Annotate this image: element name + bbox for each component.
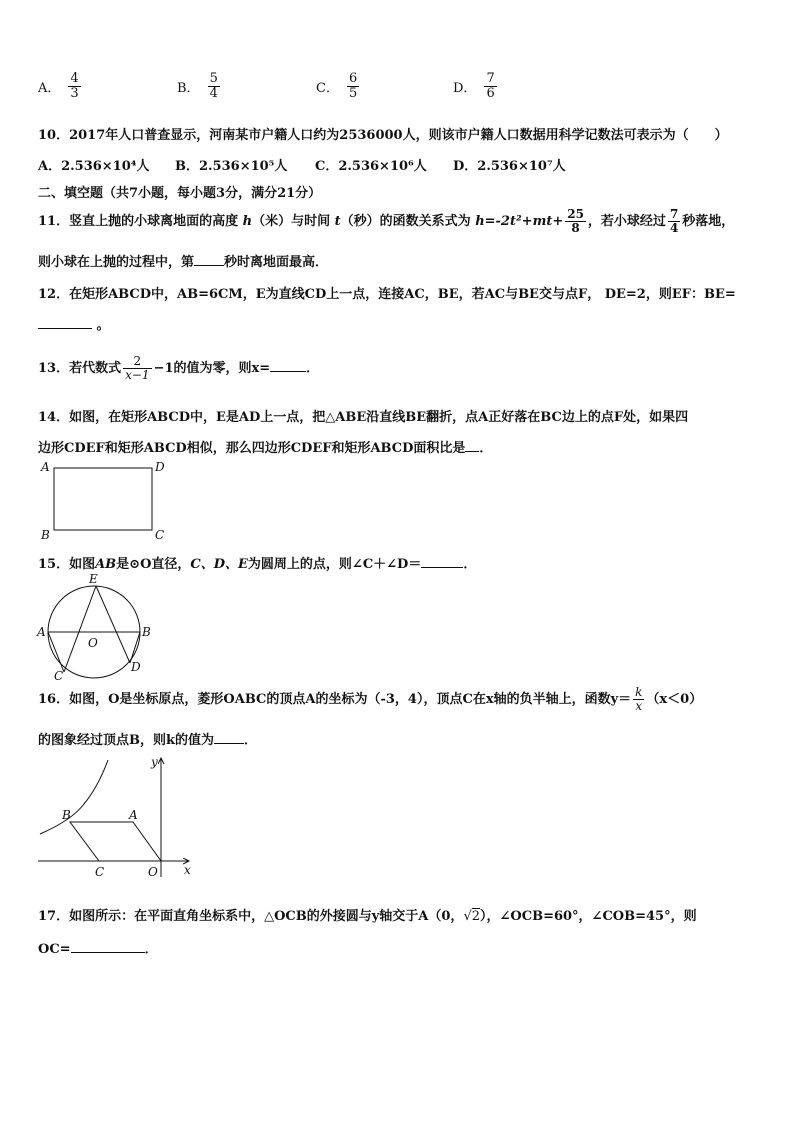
q15-text: ． bbox=[463, 557, 477, 572]
q12-text: 。 bbox=[96, 318, 110, 333]
section-heading: 二、填空题（共7小题，每小题3分，满分21分） bbox=[38, 186, 322, 201]
label-a: A bbox=[37, 625, 46, 639]
q17-text: 17．如图所示：在平面直角坐标系中，△OCB的外接圆与y轴交于A（0， bbox=[38, 909, 464, 924]
q9-option-d bbox=[453, 72, 499, 118]
sqrt-value: 2 bbox=[471, 909, 481, 924]
q11-line1 bbox=[38, 202, 734, 242]
q11-fraction-7-4 bbox=[668, 208, 680, 234]
label-c: C bbox=[95, 865, 105, 879]
q11-var-t: t bbox=[334, 214, 341, 229]
answer-blank[interactable] bbox=[270, 359, 306, 372]
q15-line bbox=[38, 553, 476, 572]
label-x: x bbox=[184, 863, 191, 877]
q14-rectangle-figure bbox=[38, 458, 173, 544]
q14-text: ． bbox=[479, 441, 493, 456]
numerator: 7 bbox=[669, 207, 679, 222]
q12-line2 bbox=[38, 314, 110, 333]
q15-ab: AB bbox=[95, 557, 117, 572]
numerator: 5 bbox=[209, 71, 218, 86]
q15-circle-figure bbox=[36, 572, 156, 682]
q11-text: 秒时离地面最高． bbox=[224, 255, 329, 270]
q17-text: ），∠OCB=60°，∠COB=45°，则 bbox=[480, 909, 697, 924]
answer-blank[interactable] bbox=[194, 253, 224, 266]
q11-line2 bbox=[38, 251, 328, 270]
denominator: x−1 bbox=[125, 368, 150, 382]
q13-line bbox=[38, 349, 319, 389]
label-d: D bbox=[131, 660, 141, 674]
sqrt-sign: √ bbox=[463, 909, 472, 924]
segment-ec bbox=[64, 586, 96, 672]
q9-option-c bbox=[316, 72, 361, 118]
q15-text: 是⊙O直径， bbox=[116, 557, 191, 572]
denominator: 6 bbox=[486, 85, 495, 101]
q16-line1 bbox=[38, 680, 702, 720]
answer-blank[interactable] bbox=[421, 555, 463, 568]
hyperbola-curve bbox=[40, 760, 108, 834]
option-label: D． bbox=[453, 80, 477, 96]
q10-option-d: D．2.536×10⁷人 bbox=[453, 159, 566, 174]
q10-question: 10．2017年人口普查显示，河南某市户籍人口约为2536000人，则该市户籍人口数据用科学记数法可表示为（ ） bbox=[38, 128, 728, 143]
denominator: 5 bbox=[348, 85, 358, 101]
q17-text: ． bbox=[144, 942, 158, 957]
q16-text: （x＜0） bbox=[646, 692, 703, 707]
q11-fraction-25-8 bbox=[565, 208, 586, 234]
answer-blank[interactable] bbox=[38, 316, 92, 329]
label-b: B bbox=[62, 808, 71, 822]
q14-line1: 14．如图，在矩形ABCD中，E是AD上一点，把△ABE沿直线BE翻折，点A正好落在BC边上的点F处，如果四 bbox=[38, 410, 689, 425]
answer-blank[interactable] bbox=[465, 439, 479, 452]
q16-coordinate-figure bbox=[36, 752, 196, 882]
numerator: 7 bbox=[486, 71, 495, 86]
q11-text: ，若小球经过 bbox=[587, 214, 666, 229]
label-c: C bbox=[155, 528, 165, 542]
option-label: C． bbox=[316, 80, 339, 96]
answer-blank[interactable] bbox=[214, 731, 244, 744]
segment-ac bbox=[48, 632, 64, 672]
q11-text: 11．竖直上抛的小球离地面的高度 bbox=[38, 214, 239, 229]
q11-text: （秒）的函数关系式为 bbox=[340, 214, 471, 229]
q11-text: 秒落地， bbox=[682, 214, 735, 229]
label-d: D bbox=[155, 460, 165, 474]
q16-text: ． bbox=[244, 733, 258, 748]
q13-text: ． bbox=[306, 361, 320, 376]
denominator: 8 bbox=[565, 221, 586, 235]
q11-var-h: h bbox=[242, 214, 253, 229]
q17-text: OC= bbox=[38, 942, 71, 957]
numerator: 4 bbox=[70, 71, 79, 86]
q15-cde: C、D、E bbox=[190, 557, 248, 572]
segment-bd bbox=[130, 632, 140, 663]
q13-text: −1的值为零，则x= bbox=[153, 361, 271, 376]
label-b: B bbox=[142, 625, 151, 639]
q15-text: 为圆周上的点，则∠C＋∠D＝ bbox=[247, 557, 422, 572]
q9-option-a bbox=[38, 72, 83, 118]
q11-formula: h=-2t²+mt+ bbox=[475, 214, 564, 229]
option-label: A． bbox=[38, 80, 61, 96]
label-e: E bbox=[89, 572, 98, 586]
label-y: y bbox=[151, 755, 158, 769]
q16-line2 bbox=[38, 729, 257, 748]
denominator: 3 bbox=[70, 85, 79, 101]
label-o: O bbox=[148, 865, 158, 879]
q16-text: 的图象经过顶点B，则k的值为 bbox=[38, 733, 214, 748]
q10-option-b: B．2.536×10⁵人 bbox=[175, 159, 288, 174]
q15-text: 15．如图 bbox=[38, 557, 96, 572]
numerator: k bbox=[635, 685, 643, 700]
q13-fraction bbox=[123, 355, 151, 381]
q17-line2 bbox=[38, 938, 158, 957]
q12-line1: 12．在矩形ABCD中，AB=6CM，E为直线CD上一点，连接AC，BE，若AC与BE交与点F， DE=2，则EF：BE= bbox=[38, 287, 736, 302]
q14-text: 边形CDEF和矩形ABCD相似，那么四边形CDEF和矩形ABCD面积比是 bbox=[38, 441, 466, 456]
label-o: O bbox=[88, 636, 98, 650]
q17-line1 bbox=[38, 905, 697, 924]
denominator: 4 bbox=[209, 85, 218, 101]
answer-blank[interactable] bbox=[71, 940, 145, 953]
q11-text: 则小球在上抛的过程中，第 bbox=[38, 255, 195, 270]
label-b: B bbox=[41, 528, 50, 542]
label-c: C bbox=[54, 669, 64, 682]
q13-text: 13．若代数式 bbox=[38, 361, 122, 376]
q10-option-c: C．2.536×10⁶人 bbox=[315, 159, 427, 174]
q16-fraction bbox=[633, 686, 644, 712]
q16-text: 16．如图，O是坐标原点，菱形OABC的顶点A的坐标为（-3，4），顶点C在x轴的负半轴上，函数y＝ bbox=[38, 692, 632, 707]
numerator: 6 bbox=[348, 71, 358, 86]
rhombus-oabc bbox=[70, 822, 161, 861]
q10-option-a: A．2.536×10⁴人 bbox=[38, 159, 150, 174]
label-a: A bbox=[129, 808, 138, 822]
q9-option-b bbox=[177, 72, 222, 118]
label-a: A bbox=[41, 460, 50, 474]
numerator: 2 bbox=[133, 354, 142, 369]
denominator: x bbox=[633, 699, 644, 713]
numerator: 25 bbox=[567, 207, 584, 222]
q14-line2 bbox=[38, 437, 492, 456]
q11-text: （米）与时间 bbox=[252, 214, 331, 229]
rectangle-abcd bbox=[54, 468, 152, 530]
option-label: B． bbox=[177, 80, 200, 96]
denominator: 4 bbox=[669, 221, 679, 235]
